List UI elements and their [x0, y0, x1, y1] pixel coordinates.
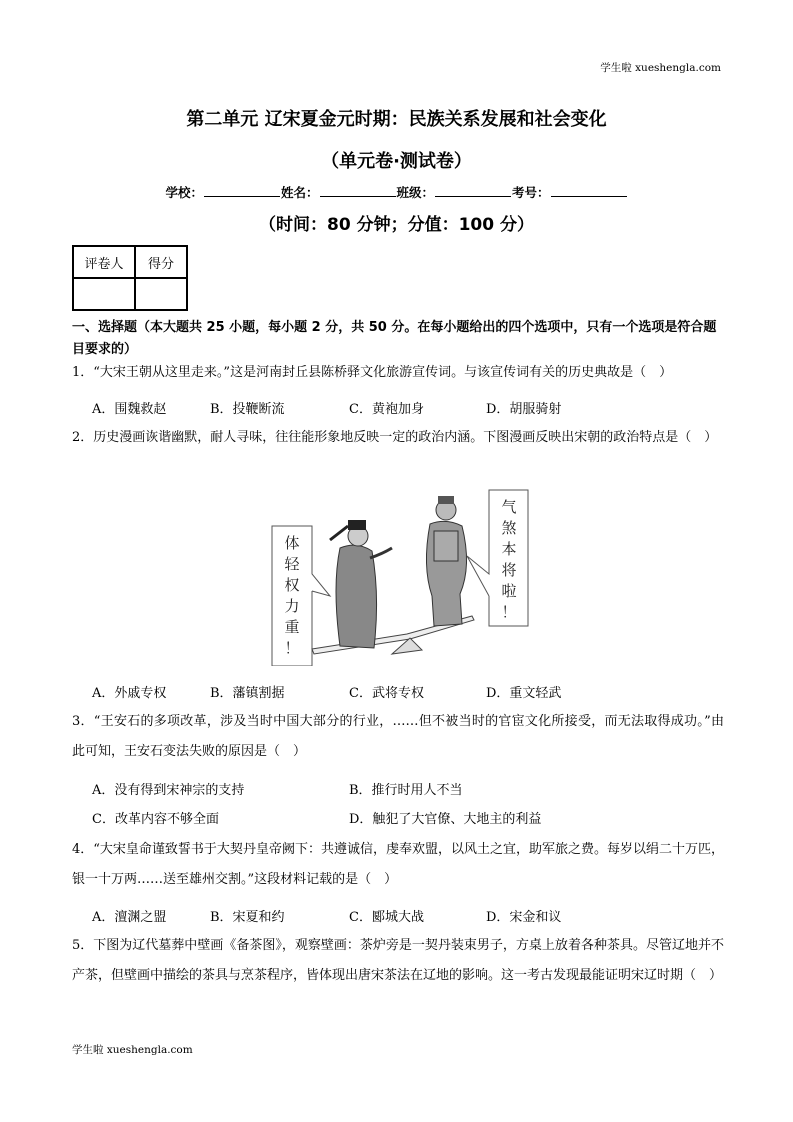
general-figure: [426, 496, 466, 626]
option-c[interactable]: C．武将专权: [349, 686, 424, 701]
header-site-label: 学生啦 xueshengla.com: [600, 62, 721, 74]
name-label: 姓名：: [280, 185, 319, 200]
page-subtitle: （单元卷·测试卷）: [321, 151, 472, 172]
option-b[interactable]: B．宋夏和约: [210, 910, 285, 925]
exam-no-label: 考号：: [512, 185, 550, 200]
option-d[interactable]: D．触犯了大官僚、大地主的利益: [349, 812, 542, 827]
question-3-options-row-1: [92, 779, 732, 801]
bubble-char: 气: [501, 498, 517, 516]
scholar-figure: [330, 520, 392, 648]
question-5-stem: 5．下图为辽代墓葬中壁画《备茶图》，观察壁画：茶炉旁是一契丹装束男子，方桌上放着各种茶具。尽管辽地并不产茶，但壁画中描绘的茶具与烹茶程序，皆体现出唐宋茶法在辽地的影响。这一考古发现最能证明宋辽时期（ ）: [72, 938, 724, 983]
bubble-char: 轻: [284, 555, 300, 573]
score-table: [72, 245, 188, 311]
option-b[interactable]: B．藩镇割据: [210, 686, 285, 701]
class-field[interactable]: [435, 184, 511, 197]
option-a[interactable]: A．澶渊之盟: [92, 910, 167, 925]
bubble-char: 将: [501, 561, 517, 579]
option-a[interactable]: A．外戚专权: [92, 686, 167, 701]
name-field[interactable]: [320, 184, 396, 197]
question-1-stem: 1．“大宋王朝从这里走来。”这是河南封丘县陈桥驿文化旅游宣传词。与该宣传词有关的历史典故是（ ）: [72, 365, 673, 380]
question-2-options: [92, 682, 732, 704]
option-d[interactable]: D．重文轻武: [486, 686, 562, 701]
bubble-char: 啦: [501, 582, 517, 600]
class-label: 班级：: [396, 185, 435, 200]
question-2-stem: 2．历史漫画诙谐幽默，耐人寻味，往往能形象地反映一定的政治内涵。下图漫画反映出宋朝的政治特点是（ ）: [72, 430, 718, 445]
option-b[interactable]: B．投鞭断流: [210, 402, 285, 417]
cartoon-illustration: [262, 486, 534, 666]
left-speech-bubble: [272, 526, 330, 666]
student-info-line: [0, 183, 793, 201]
right-speech-bubble: [467, 490, 528, 626]
bubble-char: 重: [284, 618, 300, 636]
question-3-stem: 3．“王安石的多项改革，涉及当时中国大部分的行业，……但不被当时的官宦文化所接受，而无法取得成功。”由此可知，王安石变法失败的原因是（ ）: [72, 714, 724, 759]
grader-cell: [73, 278, 135, 310]
page-title: 第二单元 辽宋夏金元时期：民族关系发展和社会变化: [186, 109, 607, 130]
bubble-char: 力: [284, 597, 300, 615]
score-header: 得分: [135, 246, 187, 278]
option-a[interactable]: A．没有得到宋神宗的支持: [92, 783, 245, 798]
school-field[interactable]: [204, 184, 280, 197]
option-b[interactable]: B．推行时用人不当: [349, 783, 463, 798]
footer-site-label: 学生啦 xueshengla.com: [72, 1044, 193, 1056]
option-d[interactable]: D．胡服骑射: [486, 402, 562, 417]
question-4-stem: 4．“大宋皇命谨致誓书于大契丹皇帝阙下：共遵诚信，虔奉欢盟，以风土之宜，助军旅之费。每岁以绢二十万匹，银一十万两……送至雄州交割。”这段材料记载的是（ ）: [72, 842, 724, 887]
option-a[interactable]: A．围魏救赵: [92, 402, 167, 417]
question-3-options-row-2: [92, 808, 732, 830]
question-1-options: [92, 398, 732, 420]
bubble-char: 体: [284, 534, 300, 552]
bubble-char: 煞: [501, 519, 517, 537]
bubble-char: ！: [501, 603, 517, 621]
exam-no-field[interactable]: [551, 184, 627, 197]
school-label: 学校：: [165, 185, 203, 200]
option-c[interactable]: C．郾城大战: [349, 910, 424, 925]
option-c[interactable]: C．改革内容不够全面: [92, 812, 219, 827]
section-heading: 一、选择题（本大题共 25 小题，每小题 2 分，共 50 分。在每小题给出的四个选项中，只有一个选项是符合题目要求的）: [72, 320, 717, 357]
time-score-line: （时间：80 分钟；分值：100 分）: [259, 215, 534, 235]
cartoon-figure: [262, 486, 534, 666]
bubble-char: ！: [284, 639, 300, 657]
bubble-char: 权: [284, 576, 300, 594]
option-d[interactable]: D．宋金和议: [486, 910, 562, 925]
bubble-char: 本: [501, 540, 517, 558]
grader-header: 评卷人: [73, 246, 135, 278]
score-cell: [135, 278, 187, 310]
option-c[interactable]: C．黄袍加身: [349, 402, 424, 417]
question-4-options: [92, 906, 732, 928]
